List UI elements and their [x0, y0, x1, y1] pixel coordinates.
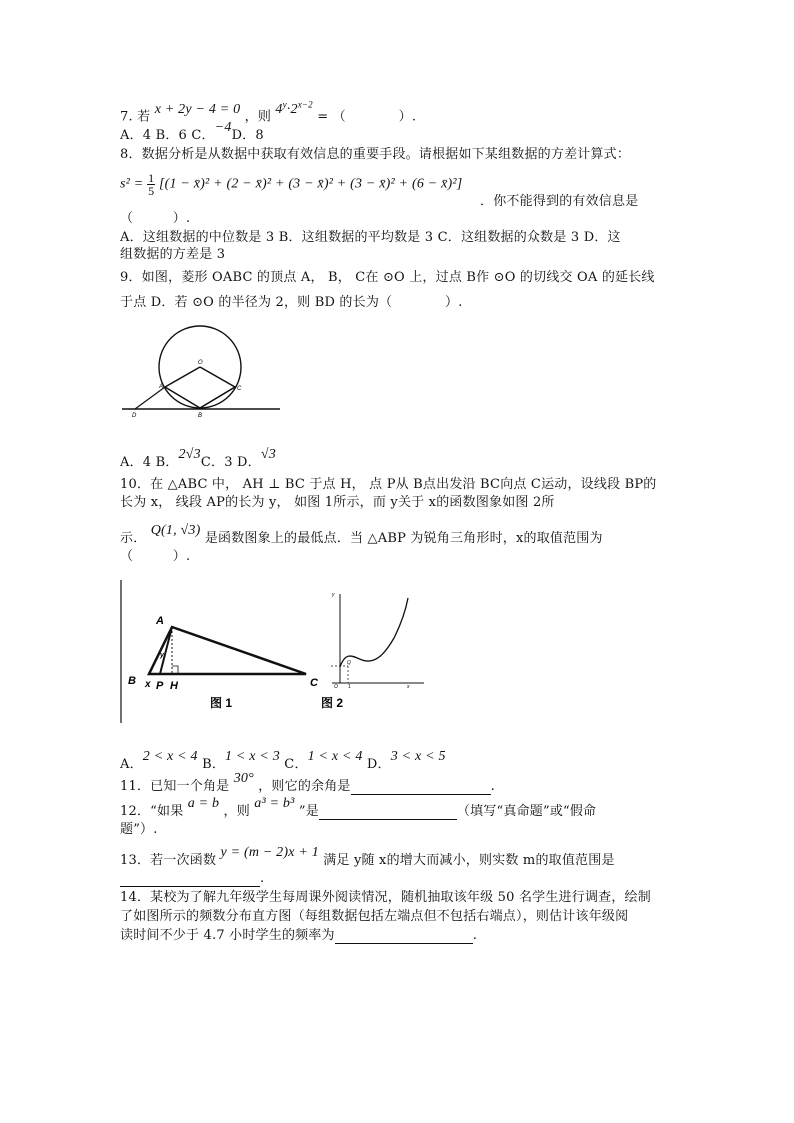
q9-line1: 9．如图，菱形 OABC 的顶点 A， B， C在 ⊙O 上，过点 B作 ⊙O 的切线交 OA 的延长线: [120, 270, 655, 285]
q12-line: [120, 796, 597, 820]
q10-option-b: 1 < x < 3: [225, 749, 280, 764]
q11-answer-blank[interactable]: [351, 782, 491, 795]
q13-text: 13．若一次函数: [120, 853, 217, 868]
q10-option-a-label: A．: [120, 757, 143, 772]
q9-options: [120, 447, 276, 471]
q12-text-c: ”是: [298, 804, 319, 819]
q11-angle: 30°: [233, 771, 254, 786]
q10-fig2-label-y: y: [332, 592, 335, 598]
q13-end: .: [260, 871, 265, 886]
q7-equation: x + 2y − 4 = 0: [154, 101, 241, 117]
q8-line2: ．你不能得到的有效信息是: [480, 194, 639, 209]
q9-label-b: B: [198, 413, 203, 419]
q14-end: .: [472, 928, 478, 943]
q10-fig1-label-y: y: [160, 652, 164, 659]
q10-option-d: 3 < x < 5: [390, 749, 446, 764]
q10-options: [120, 749, 446, 773]
q13-line: [120, 845, 615, 869]
q14-line3: [120, 927, 477, 944]
q10-line4: （ ）.: [120, 549, 191, 564]
q9-option-d-value: √3: [260, 447, 276, 462]
q10-option-c-label: C．: [284, 757, 308, 772]
q10-fig1-label-b: B: [128, 675, 136, 687]
q10-fig2-label-o: O: [334, 684, 338, 690]
q10-fig1-label-a: A: [156, 615, 164, 627]
q12-answer-blank[interactable]: [319, 807, 457, 820]
q10-line1: 10．在 △ABC 中， AH ⊥ BC 于点 H， 点 P从 B点出发沿 BC向点 C运动，设线段 BP的: [120, 477, 657, 492]
q7-text: 若: [137, 109, 151, 125]
q12-text-b: ，则: [223, 804, 250, 819]
q8-option-line: A．这组数据的中位数是 3 B．这组数据的平均数是 3 C．这组数据的众数是 3 D．这: [120, 230, 621, 245]
q12-condition: a = b: [187, 796, 220, 811]
q7-option-c-value: −4: [214, 120, 232, 135]
q8-line1: 8．数据分析是从数据中获取有效信息的重要手段。请根据如下某组数据的方差计算式：: [120, 147, 631, 162]
q10-fig1-label-c: C: [310, 677, 318, 689]
q7-options-ab: A．4 B．6 C．: [120, 128, 215, 143]
q11-line: [120, 771, 495, 795]
q7-number: 7.: [120, 109, 133, 125]
q10-figures: [118, 580, 438, 728]
q10-fig1-triangle: [149, 627, 306, 674]
q10-fig2-label-one: 1: [348, 684, 351, 690]
q7-option-d: D．8: [231, 128, 264, 143]
q12-text-d: （填写“真命题”或“假命: [456, 804, 597, 819]
q12-conclusion: a³ = b³: [254, 796, 295, 811]
q9-option-c: C．3 D．: [200, 455, 261, 470]
q10-fig1-label-p: P: [156, 680, 164, 692]
q8-formula-lhs: s² =: [120, 176, 144, 192]
q14-line3-text: 读时间不少于 4.7 小时学生的频率为: [120, 928, 335, 943]
q9-label-o: O: [198, 360, 203, 366]
q10-line3: [120, 523, 603, 547]
q8-option-line2: 组数据的方差是 3: [120, 247, 226, 262]
q9-figure: [118, 322, 288, 420]
q13-answer-line: [120, 870, 264, 887]
q14-line2: 了如图所示的频数分布直方图（每组数据包括左端点但不包括右端点），则估计该年级阅: [120, 909, 629, 924]
q9-label-d: D: [132, 413, 137, 419]
q12-text: 12．“如果: [120, 804, 184, 819]
q10-fig2-label-q: Q: [347, 660, 351, 666]
q9-label-a: A: [159, 384, 164, 390]
q10-fig1-label-h: H: [170, 680, 178, 692]
q10-fig2-curve: [340, 598, 408, 667]
q10-fig2-caption: 图 2: [321, 696, 344, 710]
q13-text-b: 满足 y随 x的增大而减小，则实数 m的取值范围是: [323, 853, 615, 868]
q8-formula: [120, 172, 462, 197]
q9-line2: 于点 D．若 ⊙O 的半径为 2，则 BD 的长为（ ）.: [120, 295, 463, 310]
q7-options: [120, 120, 264, 144]
q13-function: y = (m − 2)x + 1: [220, 845, 319, 860]
q10-fig1-caption: 图 1: [210, 696, 233, 710]
q10-option-c: 1 < x < 4: [307, 749, 363, 764]
q10-point-q: Q(1, √3): [150, 523, 201, 538]
q7-line: [120, 99, 417, 126]
q14-answer-blank[interactable]: [335, 931, 473, 944]
q7-tail: = （ ）.: [317, 109, 417, 125]
q7-text-b: ，则: [244, 109, 272, 125]
q10-line3-text-b: 是函数图象上的最低点．当 △ABP 为锐角三角形时，x的取值范围为: [204, 531, 603, 546]
q10-fig2-label-x: x: [407, 684, 410, 690]
q10-line2: 长为 x， 线段 AP的长为 y， 如图 1所示，而 y关于 x的函数图象如图 2所: [120, 495, 555, 510]
q8-formula-fraction: $\frac{1}{5}$: [148, 171, 155, 198]
q7-expression: $4^y\cdot 2^{x-2}$: [275, 99, 313, 117]
q9-option-a: A．4 B．: [120, 455, 179, 470]
q11-text-b: ，则它的余角是: [258, 779, 351, 794]
q9-rhombus: [165, 367, 235, 408]
q9-option-b-value: 2√3: [178, 447, 201, 462]
q14-line1: 14．某校为了解九年级学生每周课外阅读情况，随机抽取该年级 50 名学生进行调查，绘制: [120, 890, 651, 905]
q11-end: .: [490, 779, 495, 794]
q9-label-c: C: [237, 386, 242, 392]
q8-line3: （ ）.: [120, 211, 191, 226]
q10-option-a: 2 < x < 4: [142, 749, 198, 764]
q8-formula-body: [(1 − x̄)² + (2 − x̄)² + (3 − x̄)² + (3 − x̄)² + (6 − x̄)²]: [159, 176, 463, 192]
q9-extension-line: [135, 387, 165, 409]
q10-line3-text: 示．: [120, 531, 147, 546]
q13-answer-blank[interactable]: [120, 874, 260, 887]
q11-text: 11．已知一个角是: [120, 779, 230, 794]
q10-option-d-label: D．: [366, 757, 391, 772]
q10-fig1-label-x: x: [145, 679, 151, 690]
q10-option-b-label: B．: [202, 757, 226, 772]
q12-line2: 题”）.: [120, 822, 158, 837]
